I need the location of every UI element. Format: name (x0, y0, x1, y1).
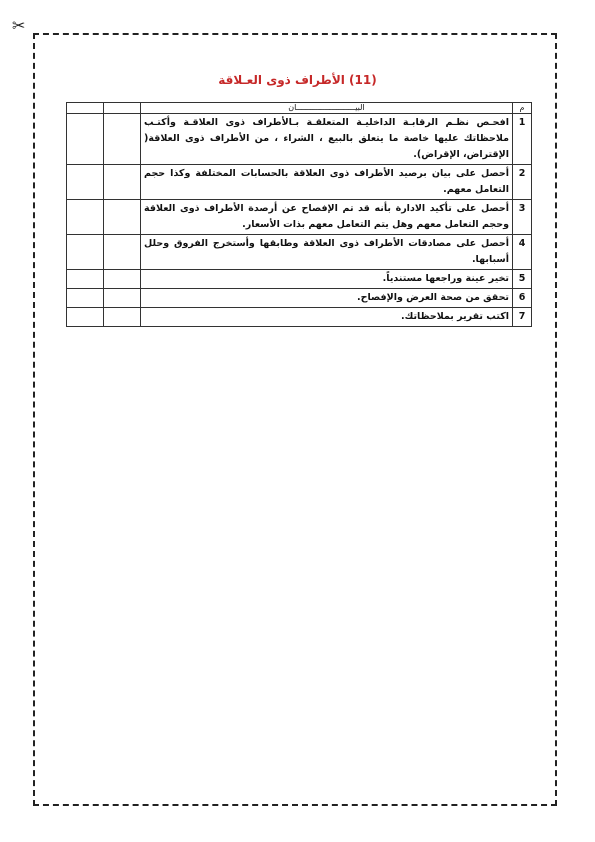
row-cell-a (104, 114, 141, 165)
scissors-icon: ✂ (12, 16, 26, 35)
header-col-b (67, 103, 104, 114)
row-cell-b (67, 270, 104, 289)
row-cell-a (104, 235, 141, 270)
header-number: م (513, 103, 532, 114)
row-cell-a (104, 200, 141, 235)
table-row (67, 235, 532, 270)
row-cell-a (104, 270, 141, 289)
table-row (67, 165, 532, 200)
row-cell-a (104, 165, 141, 200)
row-number: 2 (513, 165, 532, 200)
row-number: 7 (513, 308, 532, 327)
row-statement: تحقق من صحة العرض والإفصاح. (141, 289, 513, 308)
row-number: 6 (513, 289, 532, 308)
row-cell-b (67, 114, 104, 165)
row-number: 1 (513, 114, 532, 165)
row-cell-a (104, 289, 141, 308)
page-title: (11) الأطراف ذوى العـلاقة (218, 73, 377, 87)
row-number: 5 (513, 270, 532, 289)
row-statement: افحـص نظـم الرقابـة الداخليـة المتعلقـة بـالأطراف ذوى العلاقـة وأكتـب ملاحظاتك عليها خاصة ما يتعلق بالبيع ، الشراء ، من الأطراف ذوى العلاقة( الإقتراض، الإقراض). (141, 114, 513, 165)
row-statement: أحصل على مصادقات الأطراف ذوى العلاقة وطابقها وأستخرج الفروق وحلل أسبابها. (141, 235, 513, 270)
row-number: 3 (513, 200, 532, 235)
header-col-a (104, 103, 141, 114)
row-statement: أحصل على بيان برصيد الأطراف ذوى العلاقة بالحسابات المختلفة وكذا حجم التعامل معهم. (141, 165, 513, 200)
row-cell-b (67, 200, 104, 235)
header-statement: البيـــــــــــــــــــــــــان (141, 103, 513, 114)
table-row (67, 308, 532, 327)
table-row (67, 289, 532, 308)
row-statement: أحصل على تأكيد الادارة بأنه قد تم الإفصاح عن أرصدة الأطراف ذوى العلاقة وحجم التعامل معهم وهل يتم التعامل معهم بذات الأسعار. (141, 200, 513, 235)
audit-program-table (66, 102, 532, 327)
table-row (67, 270, 532, 289)
row-cell-b (67, 289, 104, 308)
row-cell-b (67, 165, 104, 200)
table-row (67, 200, 532, 235)
row-cell-a (104, 308, 141, 327)
table-row (67, 114, 532, 165)
table-header-row (67, 103, 532, 114)
row-statement: تخير عينة وراجعها مستندياً. (141, 270, 513, 289)
row-cell-b (67, 308, 104, 327)
row-statement: اكتب تقرير بملاحظاتك. (141, 308, 513, 327)
row-cell-b (67, 235, 104, 270)
row-number: 4 (513, 235, 532, 270)
